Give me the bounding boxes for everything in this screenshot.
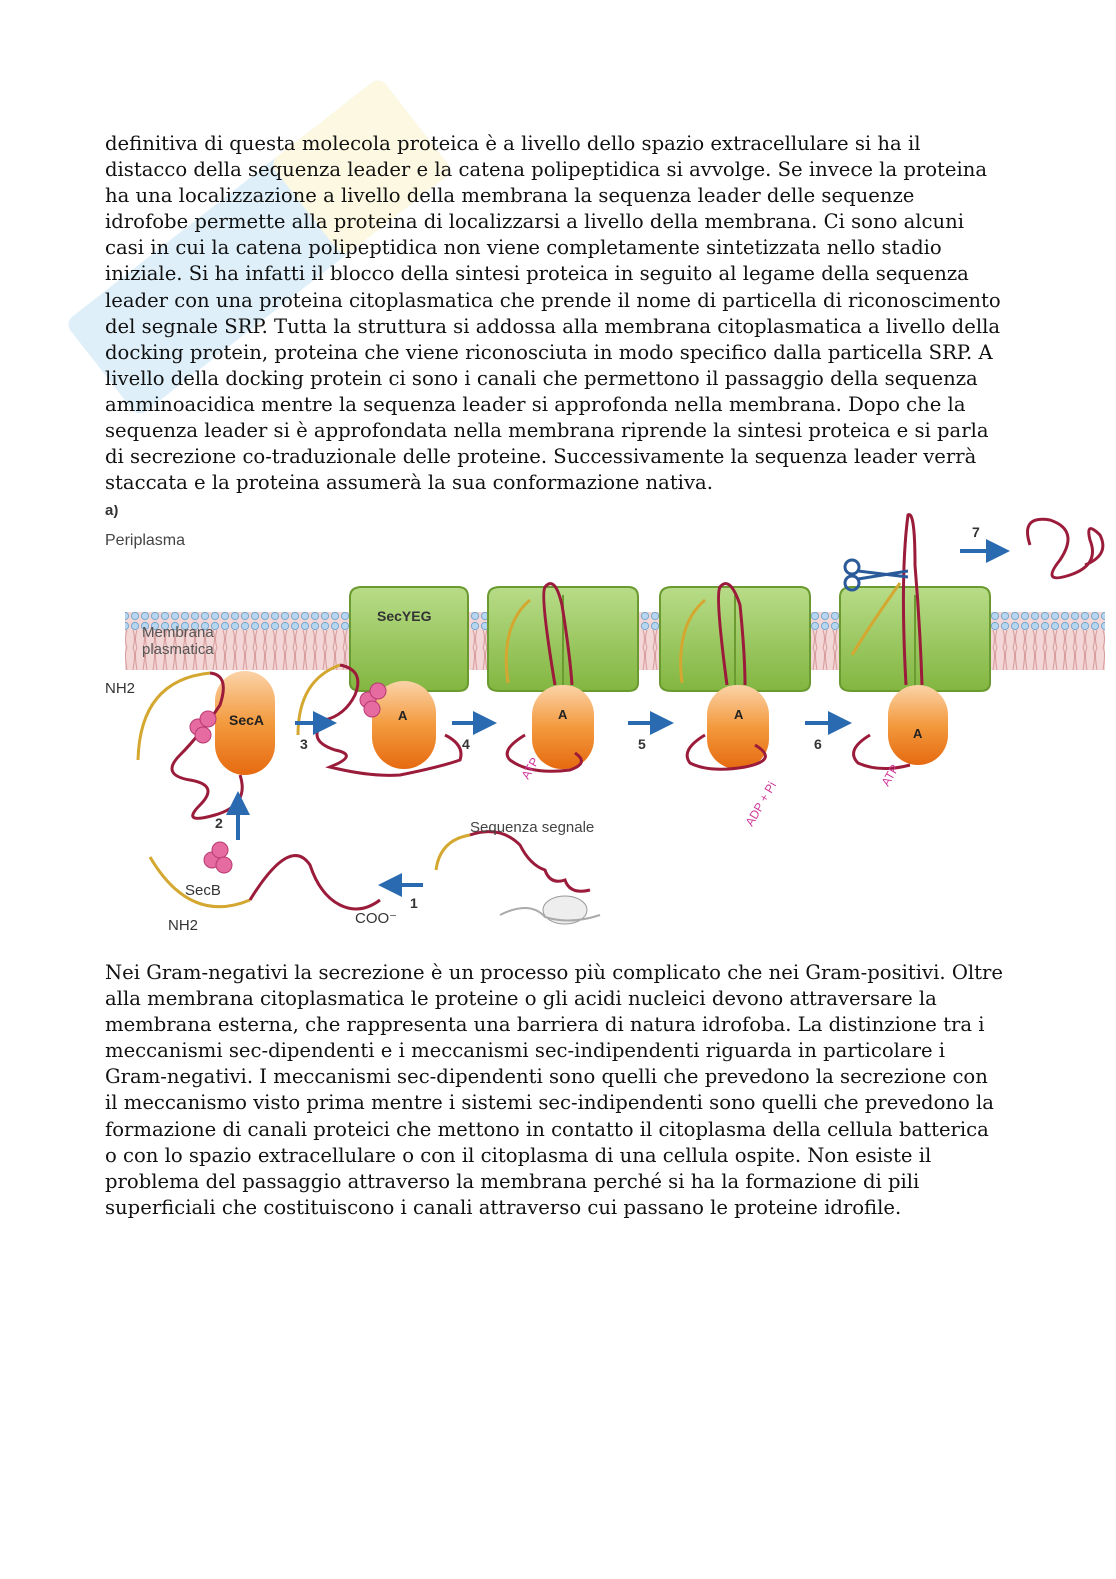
- atp-label-2: ATP: [878, 762, 902, 789]
- adp-label: ADP + Pi: [742, 779, 780, 829]
- step-6: 6: [814, 736, 822, 752]
- coo-label: COO⁻: [355, 910, 398, 927]
- nh2-label-top: NH2: [105, 680, 136, 697]
- step-5: 5: [638, 736, 646, 752]
- seca-3: [532, 685, 594, 769]
- step-7: 7: [972, 524, 980, 540]
- seca-4: [707, 685, 769, 769]
- secyeg-channel-2: [488, 587, 638, 691]
- panel-label: a): [105, 505, 119, 519]
- step-4: 4: [462, 736, 470, 752]
- seca-5: [888, 685, 948, 765]
- seca-a-label-3: A: [558, 707, 568, 722]
- seca-label: SecA: [229, 712, 265, 728]
- secb-label: SecB: [185, 882, 221, 899]
- seca-a-label-5: A: [913, 726, 923, 741]
- paragraph-1: definitiva di questa molecola proteica è a livello dello spazio extracellulare si ha il distacco della sequenza leader e la catena polipeptidica si avvolge. Se invece la proteina ha una localizzazione a livello della membrana la sequenza leader delle sequenze idrofobe permette alla proteina di localizzarsi a livello della membrana. Ci sono alcuni casi in cui la catena polipeptidica non viene completamente sintetizzata nello stadio iniziale. Si ha infatti il blocco della sintesi proteica in seguito al legame della sequenza leader con una proteina citoplasmatica che prende il nome di particella di riconoscimento del segnale SRP. Tutta la struttura si addossa alla membrana citoplasmatica a livello della docking protein, proteina che viene riconosciuta in modo specifico dalla particella SRP. A livello della docking protein ci sono i canali che permettono il passaggio della sequenza amminoacidica mentre la sequenza leader si approfonda nella membrana. Dopo che la sequenza leader si è approfondata nella membrana riprende la sintesi proteica e si parla di secrezione co-traduzionale delle proteine. Successivamente la sequenza leader verrà staccata e la proteina assumerà la sua conformazione nativa.: [105, 132, 1001, 495]
- step-2: 2: [215, 815, 223, 831]
- periplasm-label: Periplasma: [105, 532, 186, 549]
- membrane-label-1: Membrana: [142, 624, 214, 641]
- nh2-label-bottom: NH2: [168, 917, 199, 934]
- step-3: 3: [300, 736, 308, 752]
- seca-a-label-2: A: [398, 708, 408, 723]
- step-1: 1: [410, 895, 418, 911]
- secyeg-channel-1: [350, 587, 468, 691]
- atp-label-1: ATP: [518, 755, 542, 782]
- secyeg-label: SecYEG: [377, 608, 432, 624]
- sec-secretion-diagram: [100, 505, 1110, 945]
- membrane-label-2: plasmatica: [142, 641, 214, 658]
- signal-sequence-label: Sequenza segnale: [470, 819, 595, 836]
- paragraph-2: Nei Gram-negativi la secrezione è un processo più complicato che nei Gram-positivi. Oltre alla membrana citoplasmatica le proteine o gli acidi nucleici devono attraversare la membrana esterna, che rappresenta una barriera di natura idrofoba. La distinzione tra i meccanismi sec-dipendenti e i meccanismi sec-indipendenti riguarda in particolare i Gram-negativi. I meccanismi sec-dipendenti sono quelli che prevedono la secrezione con il meccanismo visto prima mentre i sistemi sec-indipendenti sono quelli che prevedono la formazione di canali proteici che mettono in contatto il citoplasma della cellula batterica o con lo spazio extracellulare o con il citoplasma di una cellula ospite. Non esiste il problema del passaggio attraverso la membrana perché si ha la formazione di pili superficiali che costituiscono i canali attraverso cui passano le proteine idrofile.: [105, 961, 1003, 1219]
- seca-a-label-4: A: [734, 707, 744, 722]
